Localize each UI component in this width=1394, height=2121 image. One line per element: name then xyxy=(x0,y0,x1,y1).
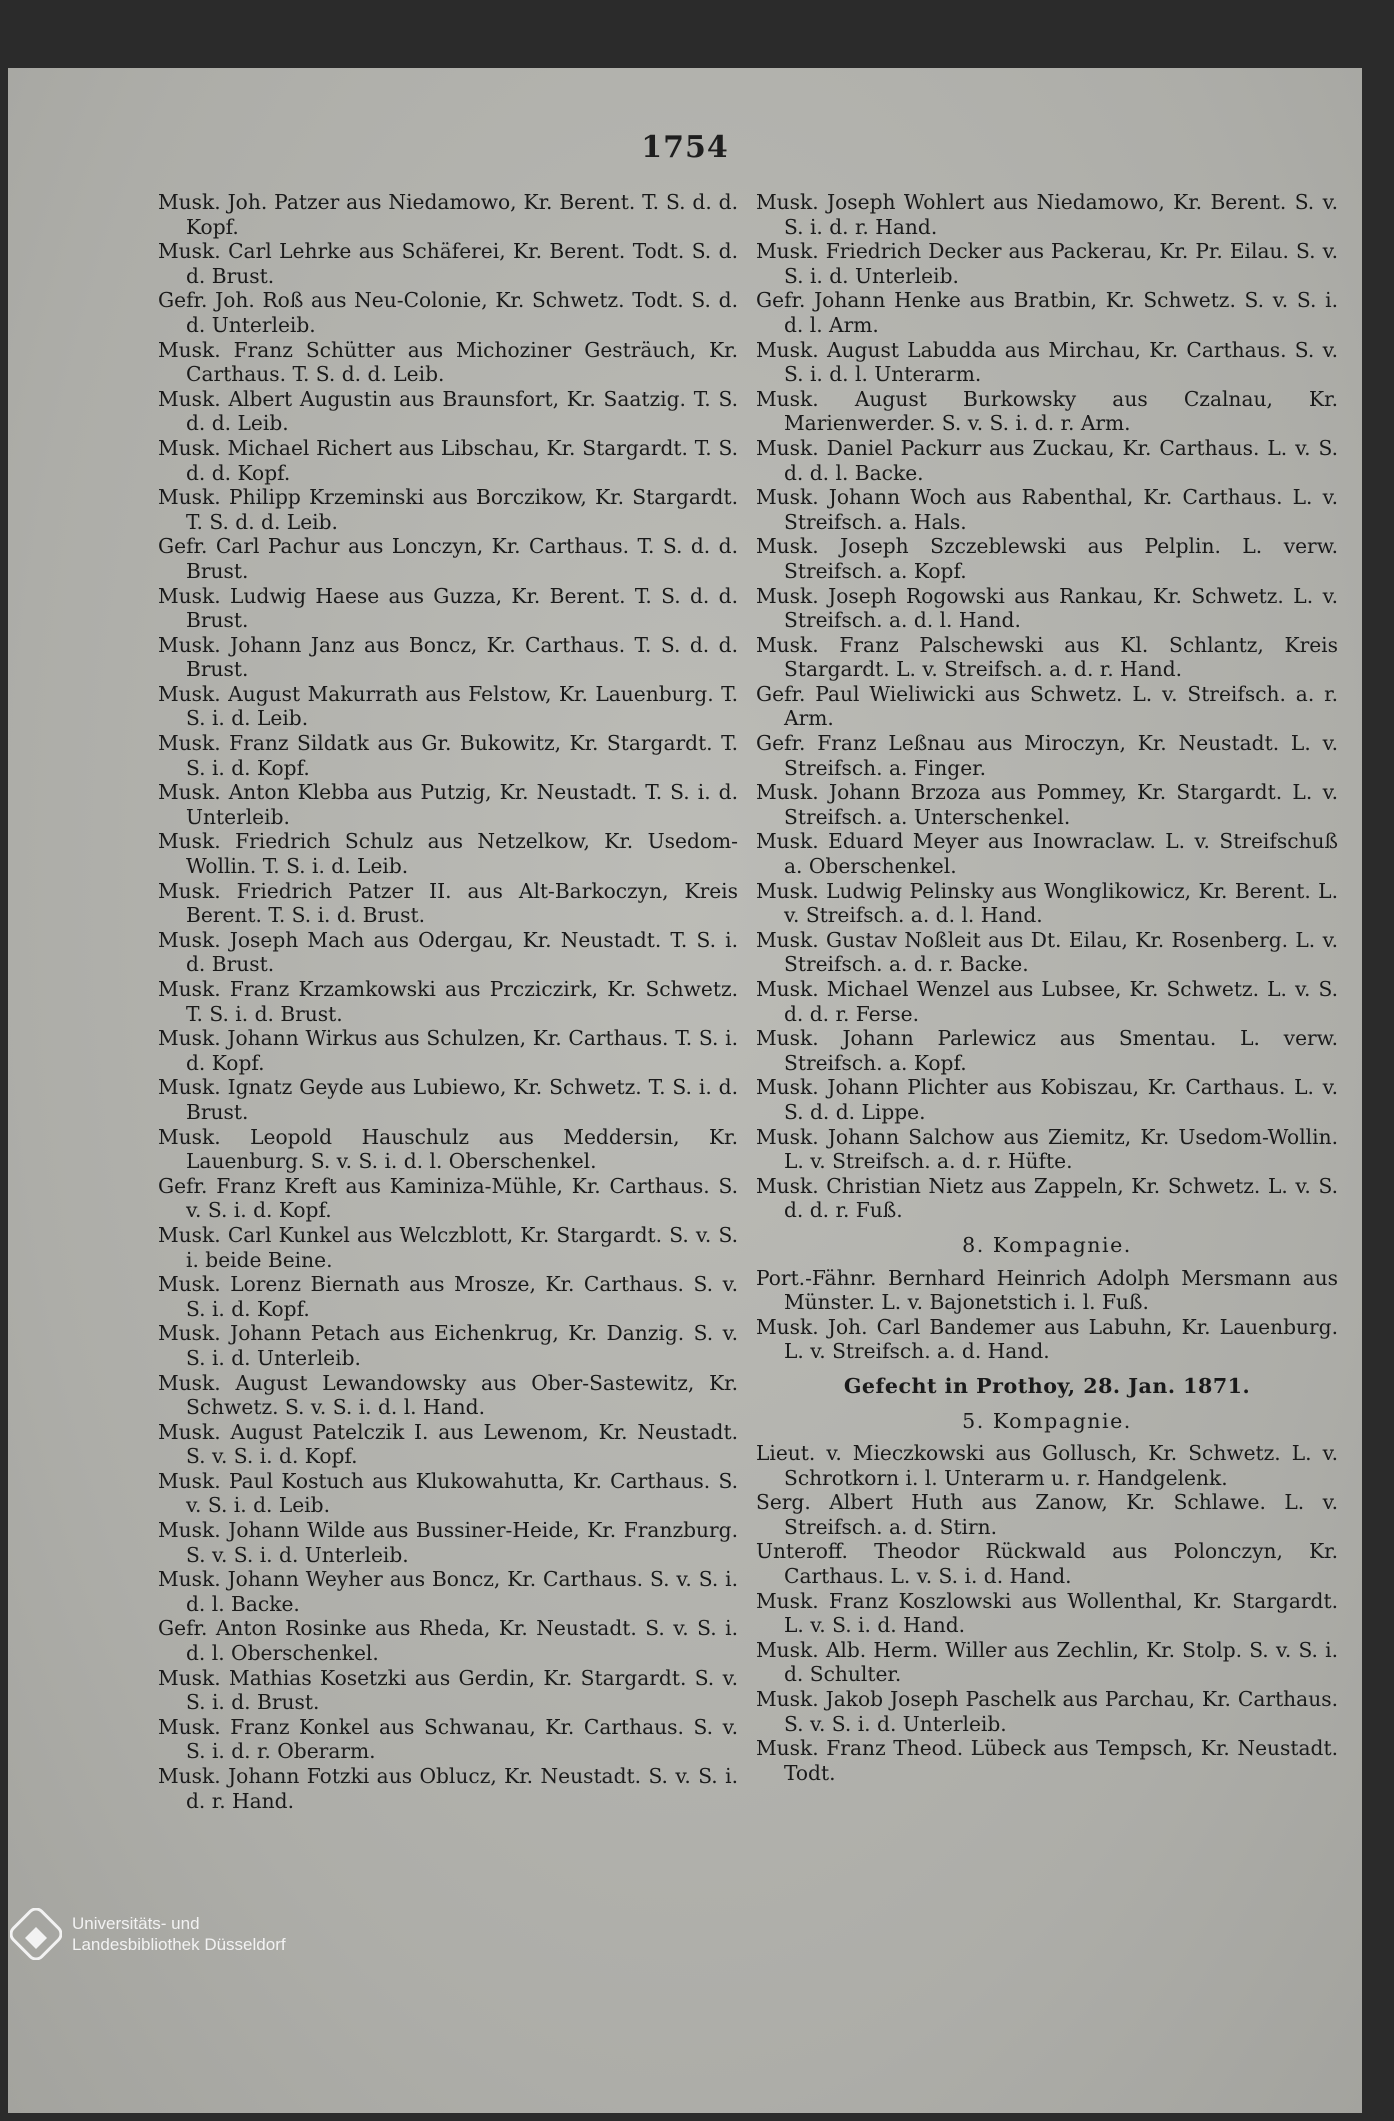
casualty-entry: Musk. Johann Woch aus Rabenthal, Kr. Carthaus. L. v. Streifsch. a. Hals. xyxy=(756,485,1338,534)
casualty-entry: Musk. Johann Petach aus Eichenkrug, Kr. Danzig. S. v. S. i. d. Unterleib. xyxy=(158,1321,738,1370)
casualty-entry: Musk. Lorenz Biernath aus Mrosze, Kr. Carthaus. S. v. S. i. d. Kopf. xyxy=(158,1272,738,1321)
casualty-entry: Musk. Franz Konkel aus Schwanau, Kr. Carthaus. S. v. S. i. d. r. Oberarm. xyxy=(158,1714,738,1764)
casualty-entry: Gefr. Carl Pachur aus Lonczyn, Kr. Carthaus. T. S. d. d. Brust. xyxy=(158,534,738,583)
casualty-entry: Musk. Joseph Szczeblewski aus Pelplin. L. verw. Streifsch. a. Kopf. xyxy=(756,534,1338,583)
casualty-entry: Musk. Franz Theod. Lübeck aus Tempsch, Kr. Neustadt. Todt. xyxy=(756,1736,1338,1785)
right-column xyxy=(756,190,1338,1785)
scanned-page xyxy=(8,68,1362,2113)
casualty-entry: Musk. Johann Wirkus aus Schulzen, Kr. Carthaus. T. S. i. d. Kopf. xyxy=(158,1026,738,1075)
casualty-entry: Musk. Franz Sildatk aus Gr. Bukowitz, Kr. Stargardt. T. S. i. d. Kopf. xyxy=(158,731,738,780)
casualty-entry: Musk. Franz Koszlowski aus Wollenthal, Kr. Stargardt. L. v. S. i. d. Hand. xyxy=(756,1588,1338,1638)
section-heading-battle: Gefecht in Prothoy, 28. Jan. 1871. xyxy=(843,1373,1251,1398)
library-footer xyxy=(10,1908,286,1960)
casualty-entry: Musk. Joseph Rogowski aus Rankau, Kr. Schwetz. L. v. Streifsch. a. d. l. Hand. xyxy=(756,583,1338,633)
casualty-entry: Gefr. Joh. Roß aus Neu-Colonie, Kr. Schwetz. Todt. S. d. d. Unterleib. xyxy=(158,288,738,337)
casualty-entry: Port.-Fähnr. Bernhard Heinrich Adolph Mersmann aus Münster. L. v. Bajonetstich i. l. Fuß. xyxy=(756,1265,1338,1315)
casualty-entry: Serg. Albert Huth aus Zanow, Kr. Schlawe. L. v. Streifsch. a. d. Stirn. xyxy=(756,1490,1338,1539)
casualty-entry: Musk. August Patelczik I. aus Lewenom, Kr. Neustadt. S. v. S. i. d. Kopf. xyxy=(158,1419,738,1469)
casualty-entry: Musk. Johann Plichter aus Kobiszau, Kr. Carthaus. L. v. S. d. d. Lippe. xyxy=(756,1075,1338,1124)
casualty-entry: Musk. August Makurrath aus Felstow, Kr. Lauenburg. T. S. i. d. Leib. xyxy=(158,681,738,731)
library-name-line1: Universitäts- und xyxy=(72,1914,200,1933)
casualty-entry: Musk. Franz Palschewski aus Kl. Schlantz, Kreis Stargardt. L. v. Streifsch. a. d. r. Hand. xyxy=(756,632,1338,682)
casualty-entry: Musk. Leopold Hauschulz aus Meddersin, Kr. Lauenburg. S. v. S. i. d. l. Oberschenkel. xyxy=(158,1124,738,1174)
left-column xyxy=(158,190,738,1813)
casualty-entry: Gefr. Franz Leßnau aus Miroczyn, Kr. Neustadt. L. v. Streifsch. a. Finger. xyxy=(756,731,1338,780)
casualty-entry: Musk. Jakob Joseph Paschelk aus Parchau, Kr. Carthaus. S. v. S. i. d. Unterleib. xyxy=(756,1687,1338,1736)
casualty-entry: Musk. August Burkowsky aus Czalnau, Kr. Marienwerder. S. v. S. i. d. r. Arm. xyxy=(756,386,1338,436)
page-number: 1754 xyxy=(641,130,729,165)
casualty-entry: Musk. Albert Augustin aus Braunsfort, Kr. Saatzig. T. S. d. d. Leib. xyxy=(158,386,738,436)
casualty-entry: Musk. Alb. Herm. Willer aus Zechlin, Kr. Stolp. S. v. S. i. d. Schulter. xyxy=(756,1637,1338,1687)
section-heading-8-kompagnie: 8. Kompagnie. xyxy=(962,1232,1132,1257)
casualty-entry: Musk. Joh. Patzer aus Niedamowo, Kr. Berent. T. S. d. d. Kopf. xyxy=(158,190,738,239)
casualty-entry: Musk. Johann Salchow aus Ziemitz, Kr. Usedom-Wollin. L. v. Streifsch. a. d. r. Hüfte. xyxy=(756,1124,1338,1174)
casualty-entry: Musk. Paul Kostuch aus Klukowahutta, Kr. Carthaus. S. v. S. i. d. Leib. xyxy=(158,1468,738,1518)
casualty-entry: Musk. Michael Wenzel aus Lubsee, Kr. Schwetz. L. v. S. d. d. r. Ferse. xyxy=(756,977,1338,1026)
casualty-entry: Gefr. Anton Rosinke aus Rheda, Kr. Neustadt. S. v. S. i. d. l. Oberschenkel. xyxy=(158,1616,738,1666)
right-entries-7-kompagnie xyxy=(756,190,1338,1223)
casualty-entry: Musk. Gustav Noßleit aus Dt. Eilau, Kr. Rosenberg. L. v. Streifsch. a. d. r. Backe. xyxy=(756,927,1338,977)
casualty-entry: Musk. Ludwig Pelinsky aus Wonglikowicz, Kr. Berent. L. v. Streifsch. a. d. l. Hand. xyxy=(756,878,1338,928)
casualty-entry: Musk. Friedrich Decker aus Packerau, Kr. Pr. Eilau. S. v. S. i. d. Unterleib. xyxy=(756,239,1338,288)
library-name-line2: Landesbibliothek Düsseldorf xyxy=(72,1935,286,1954)
casualty-entry: Musk. Philipp Krzeminski aus Borczikow, Kr. Stargardt. T. S. d. d. Leib. xyxy=(158,485,738,534)
library-logo-icon xyxy=(10,1908,62,1960)
casualty-entry: Musk. Johann Fotzki aus Oblucz, Kr. Neustadt. S. v. S. i. d. r. Hand. xyxy=(158,1764,738,1813)
casualty-entry: Gefr. Paul Wieliwicki aus Schwetz. L. v. Streifsch. a. r. Arm. xyxy=(756,681,1338,731)
casualty-entry: Musk. Eduard Meyer aus Inowraclaw. L. v. Streifschuß a. Oberschenkel. xyxy=(756,829,1338,879)
casualty-entry: Musk. Michael Richert aus Libschau, Kr. Stargardt. T. S. d. d. Kopf. xyxy=(158,435,738,485)
casualty-entry: Gefr. Johann Henke aus Bratbin, Kr. Schwetz. S. v. S. i. d. l. Arm. xyxy=(756,288,1338,337)
casualty-entry: Musk. Ludwig Haese aus Guzza, Kr. Berent. T. S. d. d. Brust. xyxy=(158,583,738,633)
casualty-entry: Musk. Franz Schütter aus Michoziner Gesträuch, Kr. Carthaus. T. S. d. d. Leib. xyxy=(158,337,738,387)
casualty-entry: Musk. Joseph Mach aus Odergau, Kr. Neustadt. T. S. i. d. Brust. xyxy=(158,927,738,977)
casualty-entry: Musk. Friedrich Schulz aus Netzelkow, Kr. Usedom-Wollin. T. S. i. d. Leib. xyxy=(158,829,738,879)
right-entries-8-kompagnie xyxy=(756,1266,1338,1364)
casualty-entry: Musk. Ignatz Geyde aus Lubiewo, Kr. Schwetz. T. S. i. d. Brust. xyxy=(158,1075,738,1124)
casualty-entry: Musk. Franz Krzamkowski aus Prcziczirk, Kr. Schwetz. T. S. i. d. Brust. xyxy=(158,977,738,1026)
casualty-entry: Musk. Carl Lehrke aus Schäferei, Kr. Berent. Todt. S. d. d. Brust. xyxy=(158,239,738,288)
casualty-entry: Musk. Christian Nietz aus Zappeln, Kr. Schwetz. L. v. S. d. d. r. Fuß. xyxy=(756,1173,1338,1223)
casualty-entry: Musk. Johann Brzoza aus Pommey, Kr. Stargardt. L. v. Streifsch. a. Unterschenkel. xyxy=(756,780,1338,829)
library-name xyxy=(72,1913,286,1955)
casualty-entry: Musk. Johann Parlewicz aus Smentau. L. verw. Streifsch. a. Kopf. xyxy=(756,1026,1338,1075)
casualty-entry: Musk. Johann Wilde aus Bussiner-Heide, Kr. Franzburg. S. v. S. i. d. Unterleib. xyxy=(158,1518,738,1567)
casualty-entry: Musk. August Lewandowsky aus Ober-Sastewitz, Kr. Schwetz. S. v. S. i. d. l. Hand. xyxy=(158,1370,738,1420)
right-entries-5-kompagnie xyxy=(756,1441,1338,1785)
casualty-entry: Lieut. v. Mieczkowski aus Gollusch, Kr. Schwetz. L. v. Schrotkorn i. l. Unterarm u. r. Handgelenk. xyxy=(756,1441,1338,1490)
casualty-entry: Musk. Daniel Packurr aus Zuckau, Kr. Carthaus. L. v. S. d. d. l. Backe. xyxy=(756,435,1338,485)
casualty-entry: Musk. Mathias Kosetzki aus Gerdin, Kr. Stargardt. S. v. S. i. d. Brust. xyxy=(158,1665,738,1715)
casualty-entry: Musk. Joseph Wohlert aus Niedamowo, Kr. Berent. S. v. S. i. d. r. Hand. xyxy=(756,190,1338,239)
casualty-entry: Musk. August Labudda aus Mirchau, Kr. Carthaus. S. v. S. i. d. l. Unterarm. xyxy=(756,337,1338,387)
casualty-entry: Musk. Johann Weyher aus Boncz, Kr. Carthaus. S. v. S. i. d. l. Backe. xyxy=(158,1567,738,1616)
casualty-entry: Gefr. Franz Kreft aus Kaminiza-Mühle, Kr. Carthaus. S. v. S. i. d. Kopf. xyxy=(158,1173,738,1223)
casualty-entry: Musk. Carl Kunkel aus Welczblott, Kr. Stargardt. S. v. S. i. beide Beine. xyxy=(158,1222,738,1272)
casualty-entry: Unteroff. Theodor Rückwald aus Polonczyn, Kr. Carthaus. L. v. S. i. d. Hand. xyxy=(756,1539,1338,1589)
casualty-entry: Musk. Anton Klebba aus Putzig, Kr. Neustadt. T. S. i. d. Unterleib. xyxy=(158,780,738,829)
casualty-entry: Musk. Johann Janz aus Boncz, Kr. Carthaus. T. S. d. d. Brust. xyxy=(158,632,738,682)
casualty-entry: Musk. Joh. Carl Bandemer aus Labuhn, Kr. Lauenburg. L. v. Streifsch. a. d. Hand. xyxy=(756,1314,1338,1364)
casualty-entry: Musk. Friedrich Patzer II. aus Alt-Barkoczyn, Kreis Berent. T. S. i. d. Brust. xyxy=(158,878,738,928)
section-heading-5-kompagnie: 5. Kompagnie. xyxy=(962,1408,1132,1433)
